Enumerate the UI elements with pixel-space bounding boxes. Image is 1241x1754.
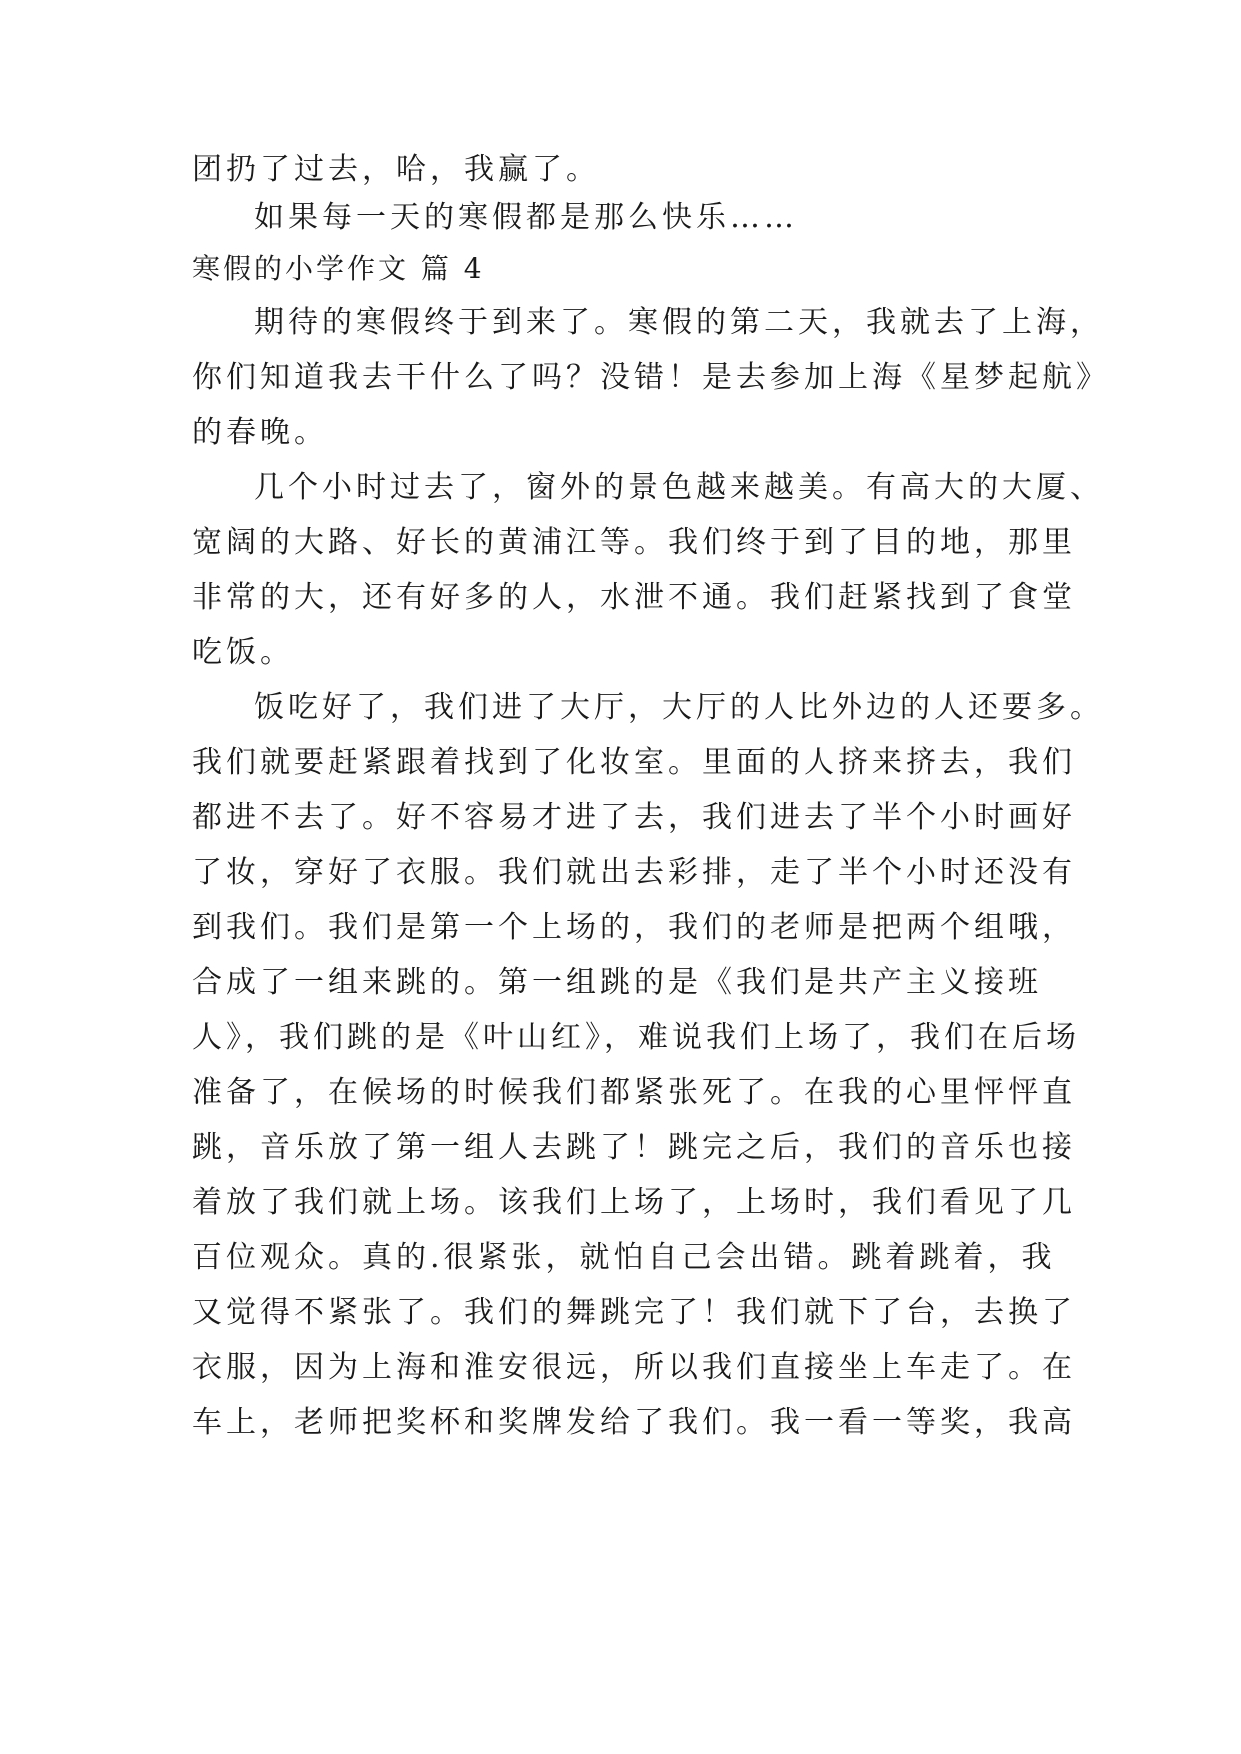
text-line: 非常的大，还有好多的人，水泄不通。我们赶紧找到了食堂 — [192, 580, 1076, 615]
text-line: 几个小时过去了，窗外的景色越来越美。有高大的大厦、 — [254, 470, 1104, 505]
text-line: 如果每一天的寒假都是那么快乐…… — [254, 200, 798, 235]
text-line: 又觉得不紧张了。我们的舞跳完了！我们就下了台，去换了 — [192, 1295, 1076, 1330]
text-line: 人》，我们跳的是《叶山红》，难说我们上场了，我们在后场 — [192, 1020, 1080, 1055]
text-line: 饭吃好了，我们进了大厅，大厅的人比外边的人还要多。 — [254, 690, 1104, 725]
text-line: 你们知道我去干什么了吗？没错！是去参加上海《星梦起航》 — [192, 360, 1110, 395]
text-line: 期待的寒假终于到来了。寒假的第二天，我就去了上海， — [254, 305, 1104, 340]
text-line: 百位观众。真的.很紧张，就怕自己会出错。跳着跳着，我 — [192, 1240, 1056, 1275]
text-line: 车上，老师把奖杯和奖牌发给了我们。我一看一等奖，我高 — [192, 1405, 1076, 1440]
text-line: 合成了一组来跳的。第一组跳的是《我们是共产主义接班 — [192, 965, 1042, 1000]
text-line: 宽阔的大路、好长的黄浦江等。我们终于到了目的地，那里 — [192, 525, 1076, 560]
text-line: 着放了我们就上场。该我们上场了，上场时，我们看见了几 — [192, 1185, 1076, 1220]
text-line: 都进不去了。好不容易才进了去，我们进去了半个小时画好 — [192, 800, 1076, 835]
text-line: 我们就要赶紧跟着找到了化妆室。里面的人挤来挤去，我们 — [192, 745, 1076, 780]
section-heading: 寒假的小学作文 篇 4 — [192, 252, 485, 285]
text-line: 准备了，在候场的时候我们都紧张死了。在我的心里怦怦直 — [192, 1075, 1076, 1110]
text-line: 了妆，穿好了衣服。我们就出去彩排，走了半个小时还没有 — [192, 855, 1076, 890]
text-line: 的春晚。 — [192, 415, 328, 450]
text-line: 吃饭。 — [192, 635, 294, 670]
text-line: 跳，音乐放了第一组人去跳了！跳完之后，我们的音乐也接 — [192, 1130, 1076, 1165]
text-line: 衣服，因为上海和淮安很远，所以我们直接坐上车走了。在 — [192, 1350, 1076, 1385]
text-line: 到我们。我们是第一个上场的，我们的老师是把两个组哦， — [192, 910, 1076, 945]
text-line: 团扔了过去，哈，我赢了。 — [192, 152, 600, 187]
